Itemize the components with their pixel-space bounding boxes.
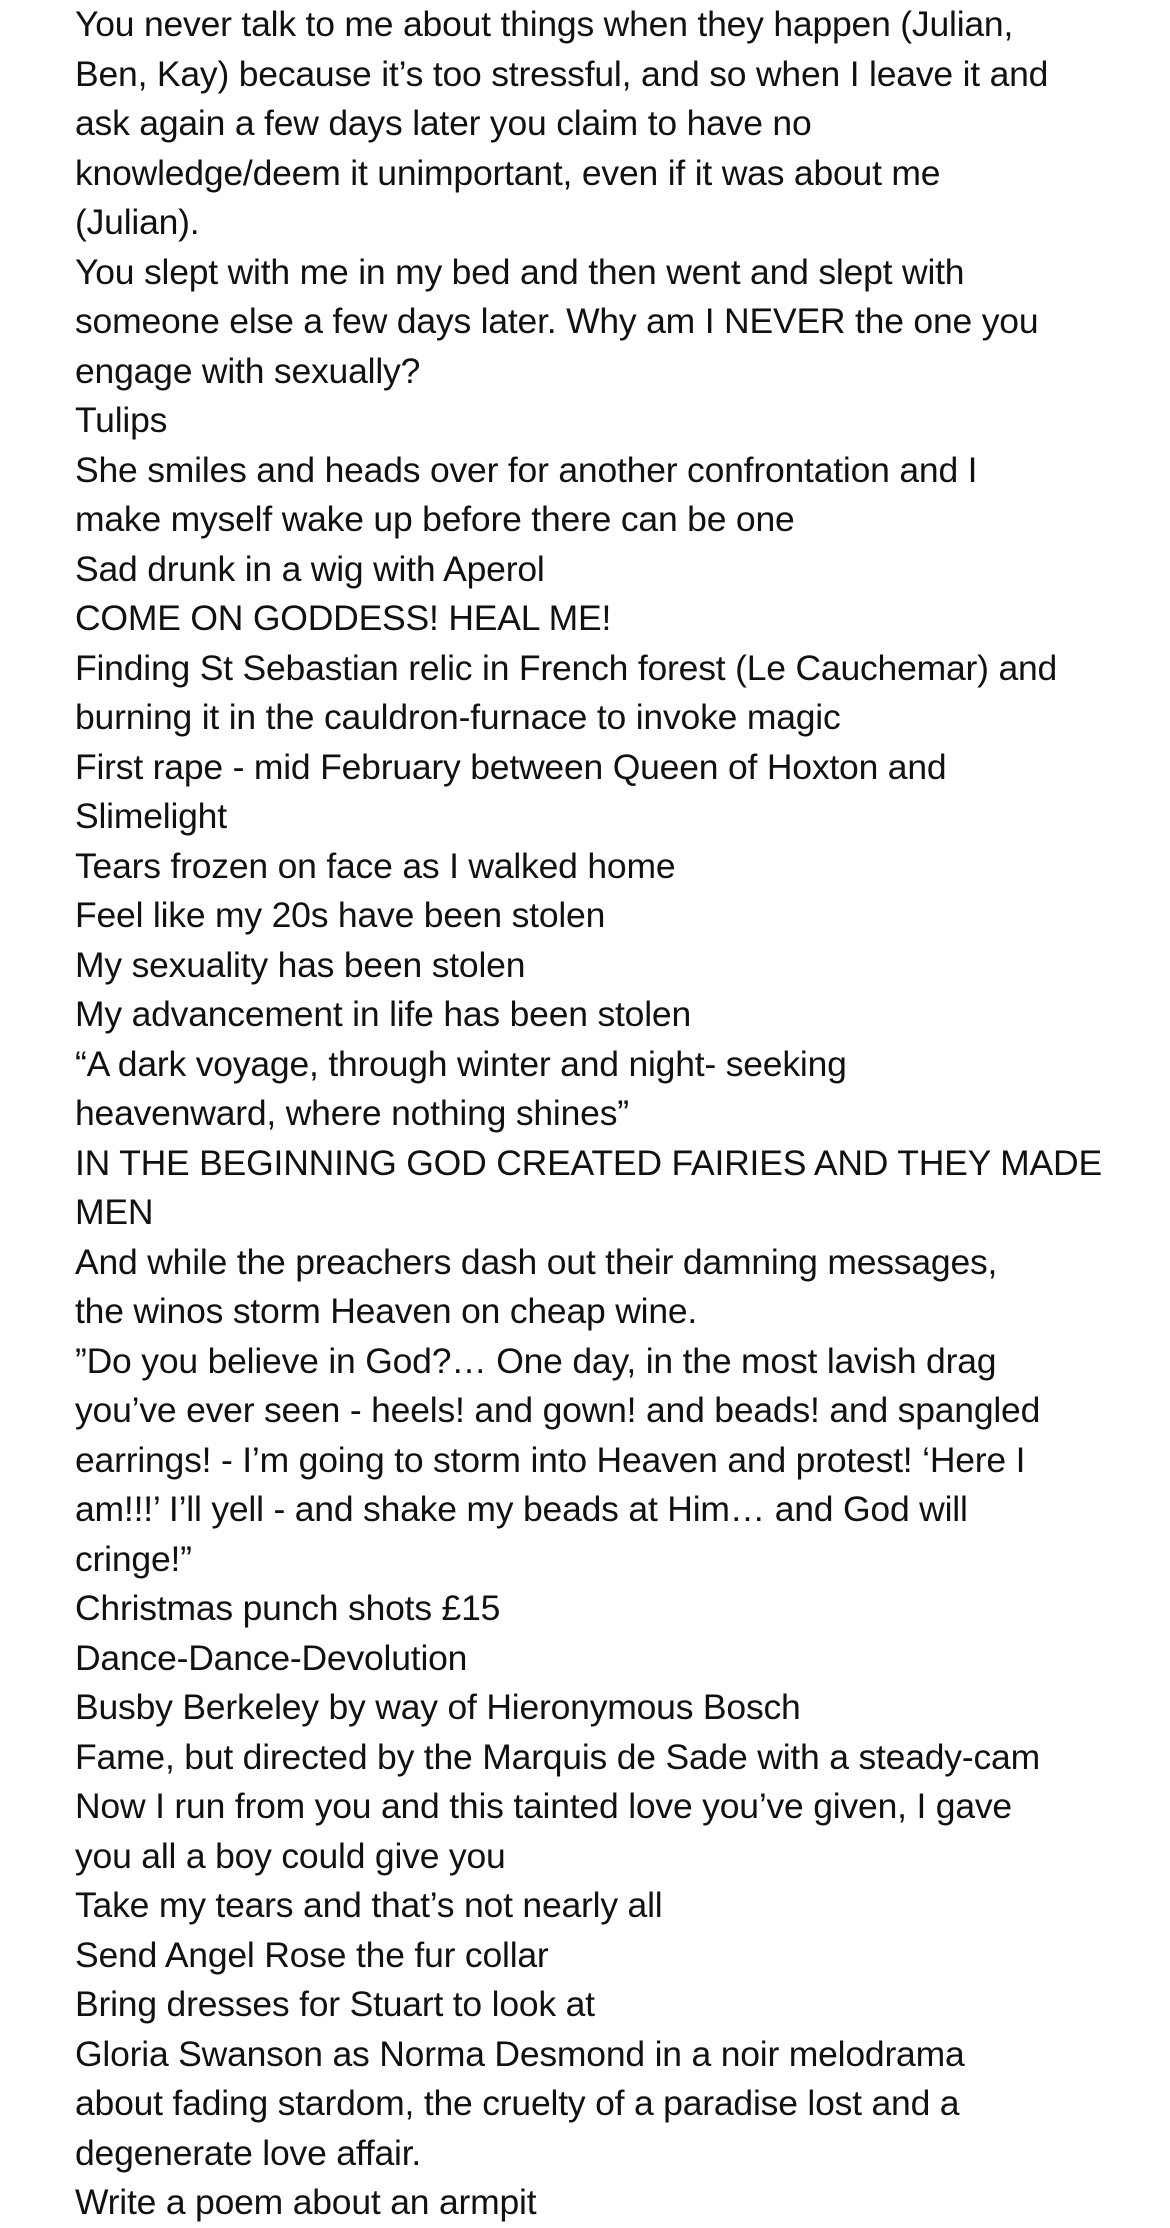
note-line: ask again a few days later you claim to have no bbox=[75, 103, 812, 143]
note-line: You never talk to me about things when they happen (Julian, bbox=[75, 4, 1014, 44]
note-line: Tulips bbox=[75, 400, 168, 440]
note-line: Feel like my 20s have been stolen bbox=[75, 895, 606, 935]
note-line: cringe!” bbox=[75, 1538, 192, 1579]
note-line: COME ON GODDESS! HEAL ME! bbox=[75, 598, 612, 638]
note-line: She smiles and heads over for another confrontation and I bbox=[75, 449, 978, 490]
note-line: MEN bbox=[75, 1192, 154, 1232]
note-line: Tears frozen on face as I walked home bbox=[75, 845, 676, 886]
note-line: You slept with me in my bed and then went and slept with bbox=[75, 251, 965, 292]
note-line: the winos storm Heaven on cheap wine. bbox=[75, 1291, 698, 1331]
note-line: burning it in the cauldron-furnace to invoke magic bbox=[75, 697, 841, 737]
note-line: Send Angel Rose the fur collar bbox=[75, 1934, 549, 1975]
note-line: make myself wake up before there can be one bbox=[75, 499, 795, 539]
note-line: Fame, but directed by the Marquis de Sade with a steady-cam bbox=[75, 1736, 1040, 1777]
note-line: First rape - mid February between Queen of Hoxton and bbox=[75, 746, 947, 787]
note-line: Dance-Dance-Devolution bbox=[75, 1637, 468, 1678]
note-text bbox=[75, 0, 1155, 2228]
note-line: Take my tears and that’s not nearly all bbox=[75, 1885, 663, 1925]
note-line: ”Do you believe in God?… One day, in the most lavish drag bbox=[75, 1340, 997, 1381]
note-line: about fading stardom, the cruelty of a paradise lost and a bbox=[75, 2083, 960, 2123]
note-line: earrings! - I’m going to storm into Heaven and protest! ‘Here I bbox=[75, 1439, 1026, 1480]
note-line: Christmas punch shots £15 bbox=[75, 1588, 501, 1628]
note-line: Write a poem about an armpit bbox=[75, 2182, 537, 2222]
note-line: “A dark voyage, through winter and night- seeking bbox=[75, 1043, 847, 1084]
note-line: heavenward, where nothing shines” bbox=[75, 1093, 629, 1133]
note-line: Bring dresses for Stuart to look at bbox=[75, 1984, 595, 2024]
note-line: knowledge/deem it unimportant, even if it was about me bbox=[75, 152, 941, 193]
note-line: you’ve ever seen - heels! and gown! and beads! and spangled bbox=[75, 1390, 1041, 1430]
note-line: am!!!’ I’ll yell - and shake my beads at Him… and God will bbox=[75, 1489, 968, 1529]
note-line: degenerate love affair. bbox=[75, 2132, 422, 2173]
note-line: Slimelight bbox=[75, 796, 227, 836]
note-line: IN THE BEGINNING GOD CREATED FAIRIES AND THEY MADE bbox=[75, 1142, 1102, 1183]
note-line: And while the preachers dash out their damning messages, bbox=[75, 1241, 998, 1282]
note-line: Sad drunk in a wig with Aperol bbox=[75, 548, 545, 589]
note-line: (Julian). bbox=[75, 202, 200, 242]
note-line: Gloria Swanson as Norma Desmond in a noir melodrama bbox=[75, 2033, 965, 2074]
note-line: My advancement in life has been stolen bbox=[75, 994, 691, 1034]
note-line: Ben, Kay) because it’s too stressful, and so when I leave it and bbox=[75, 53, 1049, 94]
note-line: Busby Berkeley by way of Hieronymous Bosch bbox=[75, 1687, 801, 1727]
note-line: Finding St Sebastian relic in French forest (Le Cauchemar) and bbox=[75, 647, 1058, 688]
note-line: My sexuality has been stolen bbox=[75, 944, 526, 985]
note-line: you all a boy could give you bbox=[75, 1835, 506, 1876]
note-line: someone else a few days later. Why am I NEVER the one you bbox=[75, 301, 1039, 341]
note-line: engage with sexually? bbox=[75, 350, 421, 391]
note-line: Now I run from you and this tainted love you’ve given, I gave bbox=[75, 1786, 1012, 1826]
